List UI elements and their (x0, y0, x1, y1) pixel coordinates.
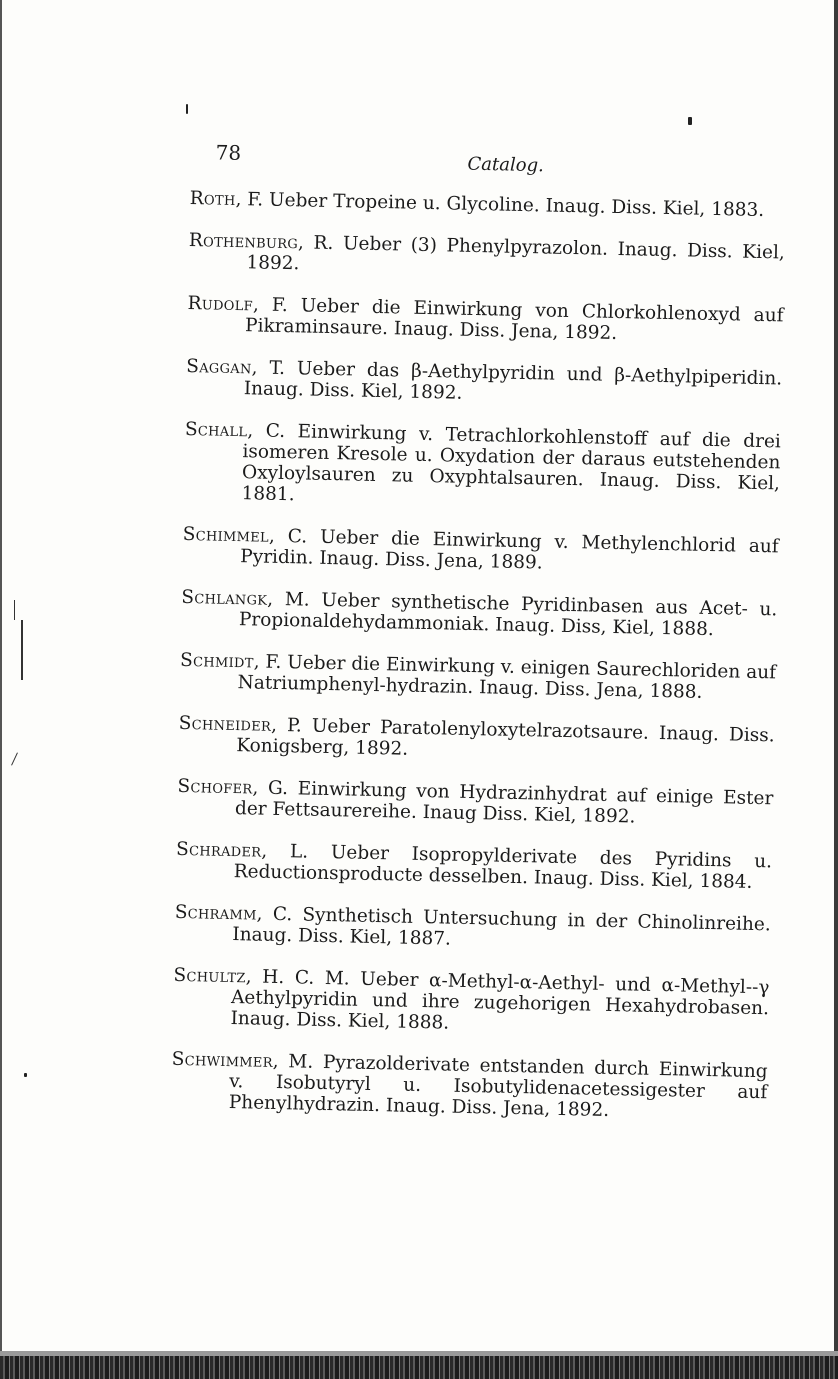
entry-author: Schrader (175, 838, 262, 862)
entry-text: , M. Pyrazolderivate entstanden durch Einwirkung v. Isobutyryl u. Isobutylidenacetessigester auf Phenylhydrazin. Inaug. Diss. Jena, 1892. (228, 1050, 768, 1121)
entry-text: , H. C. M. Ueber α-Methyl-α-Aethyl- und α-Methyl--γ Aethylpyridin und ihre zugehorigen Hexahydrobasen. Inaug. Diss. Kiel, 1888. (230, 966, 770, 1034)
catalog-entry (174, 902, 771, 956)
entry-author: Roth (189, 188, 236, 210)
scan-speck (24, 1073, 27, 1077)
entry-author: Schmidt (179, 649, 254, 673)
scan-right-edge (834, 0, 838, 1356)
entry-author: Rudolf (187, 292, 254, 316)
scan-bottom-border (0, 1356, 838, 1379)
entry-author: Schneider (178, 712, 272, 736)
entry-author: Schultz (173, 964, 247, 988)
page-header (199, 138, 790, 190)
entry-text: , T. Ueber das β-Aethylpyridin und β-Aethylpiperidin. Inaug. Diss. Kiel, 1892. (243, 357, 783, 404)
scan-speck (688, 117, 692, 125)
catalog-entry (178, 713, 775, 767)
running-title: Catalog. (467, 153, 545, 177)
entry-text: , C. Einwirkung v. Tetrachlorkohlenstoff auf die drei isomeren Kresole u. Oxydation der daraus eutstehenden Oxyloylsauren zu Oxyphtalsauren. Inaug. Diss. Kiel, 1881. (241, 420, 782, 506)
entry-author: Schramm (174, 901, 257, 925)
catalog-entries (170, 188, 786, 1145)
entry-author: Saggan (186, 355, 252, 379)
entry-author: Schall (184, 418, 248, 442)
entry-author: Schlangk (181, 586, 268, 610)
catalog-entry (175, 839, 772, 893)
entry-text: , P. Ueber Paratolenyloxytelrazotsaure. Inaug. Diss. Konigsberg, 1892. (236, 714, 775, 760)
catalog-entry (187, 293, 784, 347)
catalog-entry (190, 188, 786, 221)
entry-text: , M. Ueber synthetische Pyridinbasen aus Acet- u. Propionaldehydammoniak. Inaug. Diss, Kiel, 1888. (238, 588, 778, 641)
entry-author: Rothenburg (188, 229, 299, 254)
entry-text: , F. Ueber Tropeine u. Glycoline. Inaug. Diss. Kiel, 1883. (235, 188, 765, 222)
entry-text: , C. Synthetisch Untersuchung in der Chinolinreihe. Inaug. Diss. Kiel, 1887. (232, 903, 771, 950)
entry-text: , C. Ueber die Einwirkung v. Methylenchlorid auf Pyridin. Inaug. Diss. Jena, 1889. (240, 525, 779, 574)
scan-speck (186, 104, 188, 114)
entry-author: Schwimmer (171, 1048, 274, 1072)
catalog-entry (188, 230, 785, 284)
catalog-entry (171, 1049, 768, 1124)
entry-text: , L. Ueber Isopropylderivate des Pyridins u. Reductionsproducte desselben. Inaug. Diss. Kiel, 1884. (233, 840, 773, 893)
margin-mark (11, 752, 18, 765)
catalog-entry (186, 356, 783, 410)
scan-left-edge (0, 0, 2, 1356)
entry-text: , F. Ueber die Einwirkung v. einigen Saurechloriden auf Natriumphenyl-hydrazin. Inaug. Diss. Jena, 1888. (237, 651, 777, 703)
entry-author: Schimmel (182, 523, 270, 547)
margin-mark (14, 600, 15, 620)
entry-author: Schofer (177, 775, 253, 799)
catalog-entry (182, 524, 779, 578)
entry-text: , R. Ueber (3) Phenylpyrazolon. Inaug. Diss. Kiel, 1892. (246, 232, 785, 275)
page-number: 78 (215, 140, 242, 165)
catalog-entry (177, 776, 774, 830)
catalog-entry (179, 650, 776, 704)
catalog-entry (181, 587, 778, 641)
margin-mark (21, 620, 23, 680)
catalog-entry (172, 965, 769, 1040)
entry-text: , F. Ueber die Einwirkung von Chlorkohlenoxyd auf Pikraminsaure. Inaug. Diss. Jena, 1892. (244, 294, 784, 344)
catalog-entry (183, 419, 781, 515)
entry-text: , G. Einwirkung von Hydrazinhydrat auf einige Ester der Fettsaurereihe. Inaug Diss. Kiel, 1892. (234, 777, 774, 828)
